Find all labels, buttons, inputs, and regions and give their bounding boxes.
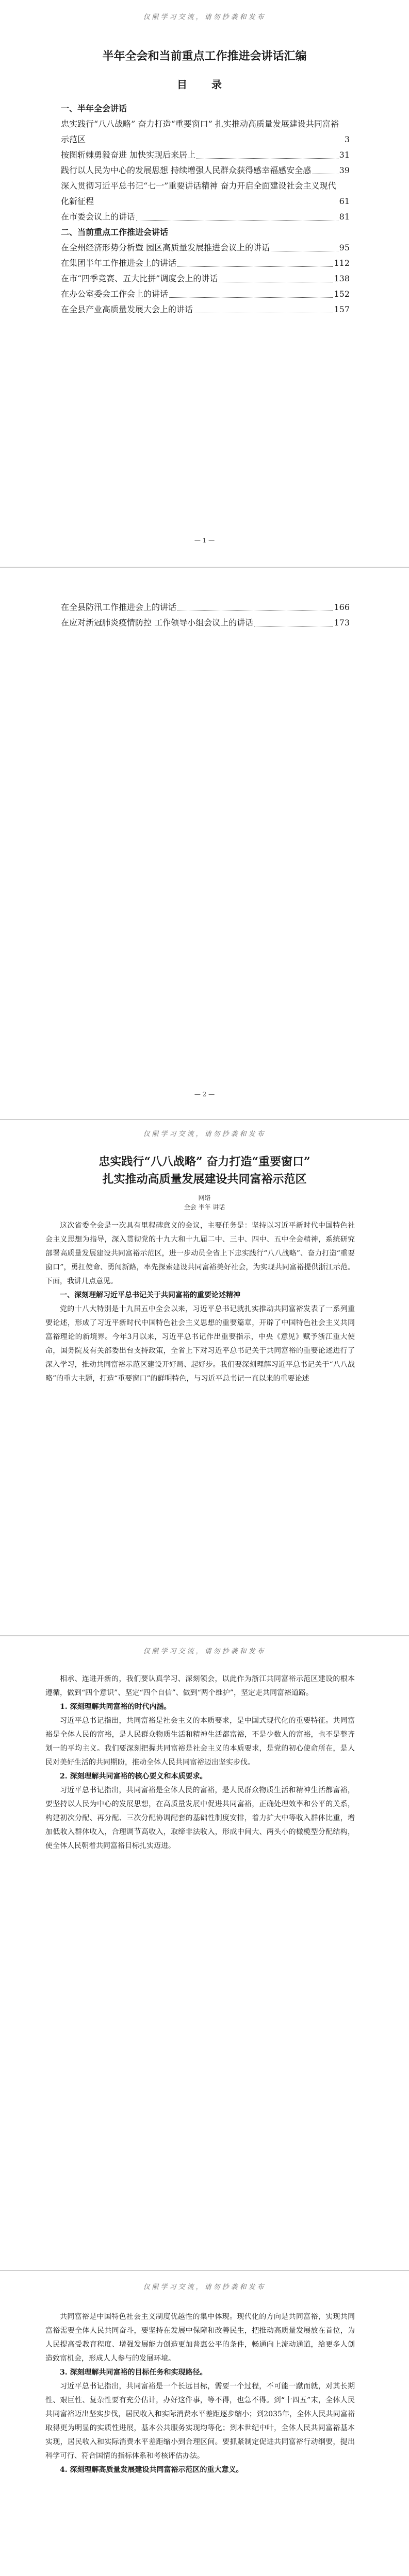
paragraph: 共同富裕是中国特色社会主义制度优越性的集中体现。现代化的方向是共同富裕，实现共同富裕需要全体人民共同奋斗，要坚持在发展中保障和改善民生，把推动高质量发展放在首位，为人民提高受教育程度、增强发展能力创造更加普惠公平的条件，畅通向上流动通道，给更多人创造致富机会，形成人人参与的发展环境。 bbox=[45, 2313, 355, 2363]
toc-entry-page: 166 bbox=[334, 602, 350, 612]
toc-entry[interactable] bbox=[61, 615, 350, 631]
toc-entry-title: 在办公室委会工作会上的讲话 bbox=[61, 289, 169, 299]
toc-entry-page: 173 bbox=[334, 618, 350, 628]
toc-entry[interactable] bbox=[61, 163, 350, 178]
toc-entry-page: 157 bbox=[334, 304, 350, 314]
toc-leader-dots bbox=[136, 220, 338, 221]
toc-leader-dots bbox=[177, 266, 333, 267]
page-number: — 2 — bbox=[194, 1091, 215, 1098]
toc-entry-page: 138 bbox=[334, 274, 350, 283]
article-title-line-2: 扎实推动高质量发展建设共同富裕示范区 bbox=[102, 1173, 307, 1186]
page-3 bbox=[0, 1120, 409, 1635]
watermark-text: 仅限学习交流，请勿抄袭和发布 bbox=[143, 2283, 266, 2291]
toc-entry-page: 112 bbox=[334, 258, 350, 268]
toc-entry-title: 按图斩棘勇毅奋进 加快实现后来居上 bbox=[61, 150, 196, 160]
paragraph: 相承、连进开新的，我们要认真学习、深刻领会，以此作为浙江共同富裕示范区建设的根本遵循，做到“四个意识”、坚定“四个自信”、做到“两个维护”，坚定走共同富裕道路。 bbox=[45, 1675, 355, 1697]
toc-entry-title: 深入贯彻习近平总书记“七一”重要讲话精神 奋力开启全面建设社会主义现代化新征程 bbox=[61, 181, 336, 206]
section-heading: 1. 深刻理解共同富裕的时代内涵。 bbox=[60, 1703, 171, 1711]
watermark-text: 仅限学习交流，请勿抄袭和发布 bbox=[143, 13, 266, 21]
toc-entry[interactable] bbox=[61, 209, 350, 225]
article-body bbox=[45, 1219, 355, 1386]
toc-entry-page: 95 bbox=[339, 243, 350, 252]
toc-entry-title: 在全州经济形势分析暨 园区高质量发展推进会议上的讲话 bbox=[61, 243, 270, 252]
toc-entry-title: 在应对新冠肺炎疫情防控 工作领导小组会议上的讲话 bbox=[61, 618, 254, 628]
toc-heading: 目 录 bbox=[177, 78, 232, 91]
toc-entry[interactable] bbox=[61, 147, 350, 163]
page-number: — 1 — bbox=[194, 537, 215, 544]
toc-entry[interactable] bbox=[61, 178, 350, 209]
paragraph: 这次省委全会是一次具有里程碑意义的会议，主要任务是：坚持以习近平新时代中国特色社会主义思想为指导，深入贯彻党的十九大和十九届二中、三中、四中、五中全会精神，系统研究部署高质量发展建设共同富裕示范区，进一步动员全省上下忠实践行“八八战略”、奋力打造“重要窗口”，勇扛使命、勇闯新路，率先探索建设共同富裕美好社会，为实现共同富裕提供浙江示范。下面，我讲几点意见。 bbox=[45, 1222, 355, 1285]
toc-entry[interactable] bbox=[61, 302, 350, 317]
article-title-line-1: 忠实践行“八八战略” 奋力打造“重要窗口” bbox=[99, 1155, 310, 1168]
section-heading: 一、深刻理解习近平总书记关于共同富裕的重要论述精神 bbox=[60, 1291, 240, 1299]
paragraph: 习近平总书记指出，共同富裕是社会主义的本质要求，是中国式现代化的重要特征。共同富裕是全体人民的富裕，是人民群众物质生活和精神生活都富裕，不是少数人的富裕，也不是整齐划一的平均主义。我们要深刻把握共同富裕是社会主义的本质要求，是党的初心使命所在，是人民对美好生活的共同期盼，推动全体人民共同富裕迈出坚实步伐。 bbox=[45, 1717, 355, 1767]
watermark-text: 仅限学习交流，请勿抄袭和发布 bbox=[143, 1130, 266, 1138]
toc-entry[interactable] bbox=[61, 256, 350, 271]
section-heading: 3. 深刻理解共同富裕的目标任务和实现路径。 bbox=[60, 2368, 207, 2377]
toc-entry-title: 忠实践行“八八战略” 奋力打造“重要窗口” 扎实推动高质量发展建设共同富裕示范区 bbox=[61, 119, 339, 144]
article-source: 网络 bbox=[198, 1194, 211, 1201]
page-1 bbox=[0, 0, 409, 567]
toc-entry-title: 在全县产业高质量发展大会上的讲话 bbox=[61, 304, 193, 314]
toc-leader-dots bbox=[197, 158, 338, 159]
article-tags: 全会 半年 讲话 bbox=[184, 1204, 225, 1211]
toc-entry-title: 在市“四季竞赛、五大比拼”调度会上的讲话 bbox=[61, 274, 218, 283]
toc-section-1: 一、半年全会讲话 bbox=[61, 104, 127, 113]
paragraph: 党的十八大特别是十九届五中全会以来，习近平总书记就扎实推动共同富裕发表了一系列重要论述，形成了习近平新时代中国特色社会主义思想的重要篇章，开辟了中国特色社会主义共同富裕理论的新境界。今年3月以来，习近平总书记作出重要指示，中央《意见》赋予浙江重大使命，国务院及有关部委出台支持政策，全省上下对习近平总书记关于共同富裕的重要论述进行了深入学习，推动共同富裕示范区建设开好局、起好步。我们要深刻理解习近平总书记关于“八八战略”的重大主题，打造“重要窗口”的鲜明特色，与习近平总书记一直以来的重要论述 bbox=[45, 1305, 355, 1383]
toc-entry-page: 31 bbox=[339, 150, 350, 160]
section-heading: 4. 深刻理解高质量发展建设共同富裕示范区的重大意义。 bbox=[60, 2466, 243, 2474]
article-body bbox=[45, 1672, 355, 1853]
watermark-text: 仅限学习交流，请勿抄袭和发布 bbox=[143, 1648, 266, 1655]
toc-entry[interactable] bbox=[61, 240, 350, 256]
table-of-contents bbox=[61, 101, 350, 317]
paragraph: 习近平总书记指出，共同富裕是全体人民的富裕，是人民群众物质生活和精神生活都富裕，要坚持以人民为中心的发展思想，在高质量发展中促进共同富裕，正确处理效率和公平的关系，构建初次分配、再分配、三次分配协调配套的基础性制度安排，着力扩大中等收入群体比重，增加低收入群体收入，合理调节高收入，取缔非法收入，形成中间大、两头小的橄榄型分配结构，使全体人民朝着共同富裕目标扎实迈进。 bbox=[45, 1786, 355, 1850]
page-5 bbox=[0, 2271, 409, 2576]
toc-section-2: 二、当前重点工作推进会讲话 bbox=[61, 227, 169, 237]
toc-entry-page: 152 bbox=[334, 289, 350, 299]
toc-entry-page: 39 bbox=[339, 165, 350, 175]
toc-entry[interactable] bbox=[61, 116, 350, 147]
toc-entry-title: 在全县防汛工作推进会上的讲话 bbox=[61, 602, 177, 612]
toc-leader-dots bbox=[169, 297, 333, 298]
section-heading: 2. 深刻理解共同富裕的核心要义和本质要求。 bbox=[60, 1772, 207, 1781]
document-title: 半年全会和当前重点工作推进会讲话汇编 bbox=[102, 49, 307, 63]
toc-entry-title: 在集团半年工作推进会上的讲话 bbox=[61, 258, 177, 268]
toc-entry-page: 61 bbox=[339, 196, 350, 206]
toc-entry-title: 践行以人民为中心的发展思想 持续增强人民群众获得感幸福感安全感 bbox=[61, 165, 312, 175]
toc-entry[interactable] bbox=[61, 271, 350, 286]
toc-entry-page: 3 bbox=[344, 134, 350, 144]
toc-entry[interactable] bbox=[61, 600, 350, 615]
page-4 bbox=[0, 1636, 409, 2270]
toc-entry[interactable] bbox=[61, 286, 350, 302]
toc-entry-page: 81 bbox=[339, 212, 350, 222]
paragraph: 习近平总书记指出，共同富裕是一个长远目标，需要一个过程，不可能一蹴而就，对其长期性、艰巨性、复杂性要有充分估计，办好这件事，等不得，也急不得。到“十四五”末，全体人民共同富裕迈出坚实步伐，居民收入和实际消费水平差距逐步缩小；到2035年，全体人民共同富裕取得更为明显的实质性进展，基本公共服务实现均等化；到本世纪中叶，全体人民共同富裕基本实现，居民收入和实际消费水平差距缩小到合理区间。要抓紧制定促进共同富裕行动纲要，提出科学可行、符合国情的指标体系和考核评估办法。 bbox=[45, 2382, 355, 2460]
article-body bbox=[45, 2310, 355, 2477]
table-of-contents-continued bbox=[61, 600, 350, 631]
toc-entry-title: 在市委会议上的讲话 bbox=[61, 212, 136, 222]
page-2 bbox=[0, 568, 409, 1119]
